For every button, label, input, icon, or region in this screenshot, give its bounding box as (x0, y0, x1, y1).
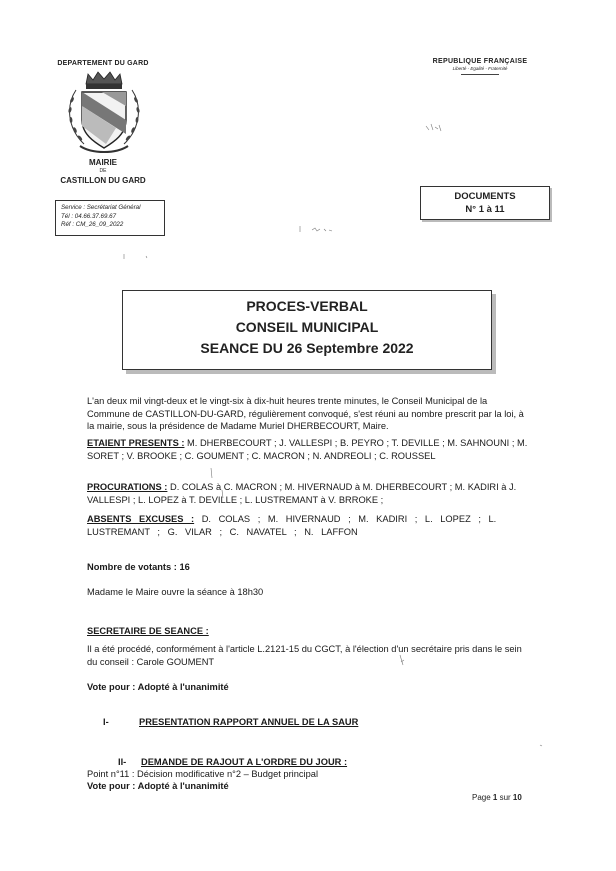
procurations-label: PROCURATIONS : (87, 482, 168, 492)
section-1-title: PRESENTATION RAPPORT ANNUEL DE LA SAUR (139, 717, 359, 727)
section-2-title: DEMANDE DE RAJOUT A L'ORDRE DU JOUR : (141, 757, 348, 767)
republique-label: REPUBLIQUE FRANÇAISE (432, 58, 528, 65)
coat-of-arms-logo (62, 70, 146, 156)
absents-list: D. COLAS ; M. HIVERNAUD ; M. KADIRI ; L. LOPEZ ; L. LUSTREMANT ; G. VILAR ; C. NAVATEL ; N. LAFFON (87, 514, 497, 537)
documents-range: N° 1 à 11 (465, 203, 505, 215)
secretaire-heading: SECRETAIRE DE SEANCE : (87, 626, 209, 636)
page-sep: sur (497, 793, 513, 802)
mairie-block (48, 158, 158, 185)
section-1-number: I- (103, 717, 109, 727)
title-line-3: SEANCE DU 26 Septembre 2022 (200, 340, 414, 356)
section-2-vote: Vote pour : Adopté à l'unanimité (87, 781, 229, 791)
opening-line: Madame le Maire ouvre la séance à 18h30 (87, 587, 264, 597)
votants-count: Nombre de votants : 16 (87, 562, 190, 572)
intro-paragraph: L'an deux mil vingt-deux et le vingt-six à dix-huit heures trente minutes, le Conseil Municipal de la Commune de CASTILLON-DU-GARD, régulièrement convoqué, s'est réuni au nombre prescrit par la loi, à la mairie, sous la présidence de Madame Muriel DHERBECOURT, Maire. (87, 396, 524, 431)
section-2-number: II- (118, 757, 127, 767)
title-box (122, 290, 492, 370)
page-current: 1 (492, 793, 498, 802)
documents-box (420, 186, 550, 220)
section-2-point: Point n°11 : Décision modificative n°2 – Budget principal (87, 769, 319, 779)
secretaire-text: Il a été procédé, conformément à l'article L.2121-15 du CGCT, à l'élection d'un secrétaire pris dans le sein du conseil : Carole GOUMENT (87, 644, 522, 667)
secretaire-vote: Vote pour : Adopté à l'unanimité (87, 682, 229, 692)
devise-label: Liberté - Egalité - Fraternité (452, 66, 508, 71)
service-line: Service : Secrétariat Général (61, 204, 141, 211)
presents-paragraph (87, 437, 530, 462)
town-name: CASTILLON DU GARD (60, 176, 146, 185)
title-line-1: PROCES-VERBAL (246, 298, 368, 314)
absents-label: ABSENTS EXCUSES : (87, 514, 195, 524)
republique-block (420, 58, 540, 75)
mairie-label: MAIRIE (89, 158, 117, 167)
page-total: 10 (512, 793, 522, 802)
absents-paragraph (87, 513, 530, 538)
mairie-de-label: DE (99, 168, 107, 174)
presents-label: ETAIENT PRESENTS : (87, 438, 185, 448)
republique-divider (461, 74, 499, 75)
service-box (55, 200, 165, 236)
title-line-2: CONSEIL MUNICIPAL (235, 319, 379, 335)
phone-line: Tél : 04.66.37.69.67 (61, 212, 117, 220)
presents-list: M. DHERBECOURT ; J. VALLESPI ; B. PEYRO ; T. DEVILLE ; M. SAHNOUNI ; M. SORET ; V. BROOKE ; C. GOUMENT ; C. MACRON ; N. ANDREOLI ; C. ROUSSEL (87, 438, 528, 461)
procurations-list: D. COLAS à C. MACRON ; M. HIVERNAUD à M. DHERBECOURT ; M. KADIRI à J. VALLESPI ; L. LOPEZ à T. DEVILLE ; L. LUSTREMANT à V. BRROKE ; (87, 482, 517, 505)
department-label: DEPARTEMENT DU GARD (57, 60, 149, 67)
page-prefix: Page (472, 793, 493, 802)
page-number (472, 793, 522, 802)
documents-label: DOCUMENTS (454, 191, 516, 202)
procurations-paragraph (87, 481, 530, 506)
reference-line: Réf : CM_26_09_2022 (61, 221, 124, 229)
